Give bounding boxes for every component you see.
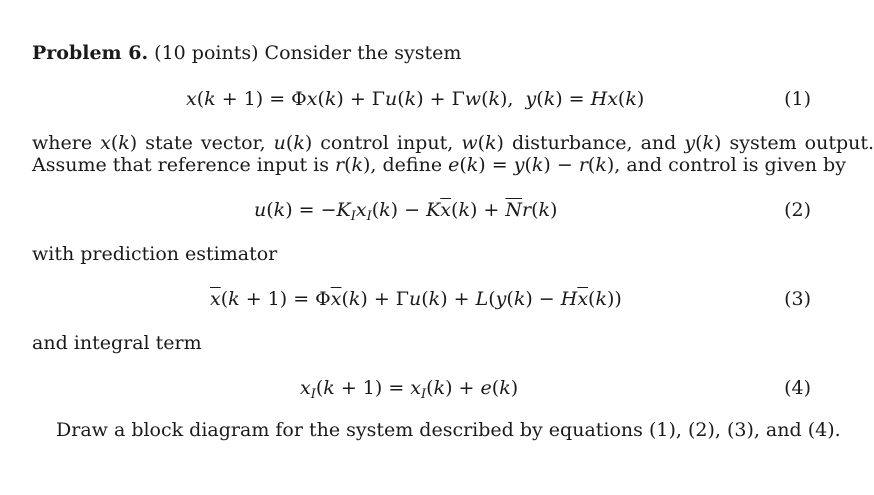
problem-heading: Problem 6. [32,42,149,64]
equation-4: $x_I(k + 1) = x_I(k) + e(k)$ [300,377,519,402]
equation-3-number: (3) [784,288,811,310]
equation-4-number: (4) [784,377,811,399]
where-paragraph-line-2: Assume that reference input is r(k), define e(k) = y(k) − r(k), and control is given by [32,154,846,176]
where-paragraph-line-1: where x(k) state vector, u(k) control input, w(k) disturbance, and y(k) system output. [32,132,874,154]
equation-3: $\overline{x}(k + 1) = \Phi\overline{x}(k) + \Gamma u(k) + L(y(k) - H\overline{x}(k))$ [210,288,622,310]
equation-1-number: (1) [784,88,811,110]
problem-statement [32,41,461,65]
equation-2: $u(k) = -K_Ix_I(k) - K\overline{x}(k) + \overline{N}r(k)$ [254,199,558,224]
problem-intro: (10 points) Consider the system [148,42,462,64]
draw-instruction: Draw a block diagram for the system described by equations (1), (2), (3), and (4). [56,419,841,441]
with-prediction-text: with prediction estimator [32,243,278,265]
equation-2-number: (2) [784,199,811,221]
and-integral-text: and integral term [32,332,202,354]
equation-1: x(k + 1) = Φx(k) + Γu(k) + Γw(k), y(k) = Hx(k) [186,88,645,110]
